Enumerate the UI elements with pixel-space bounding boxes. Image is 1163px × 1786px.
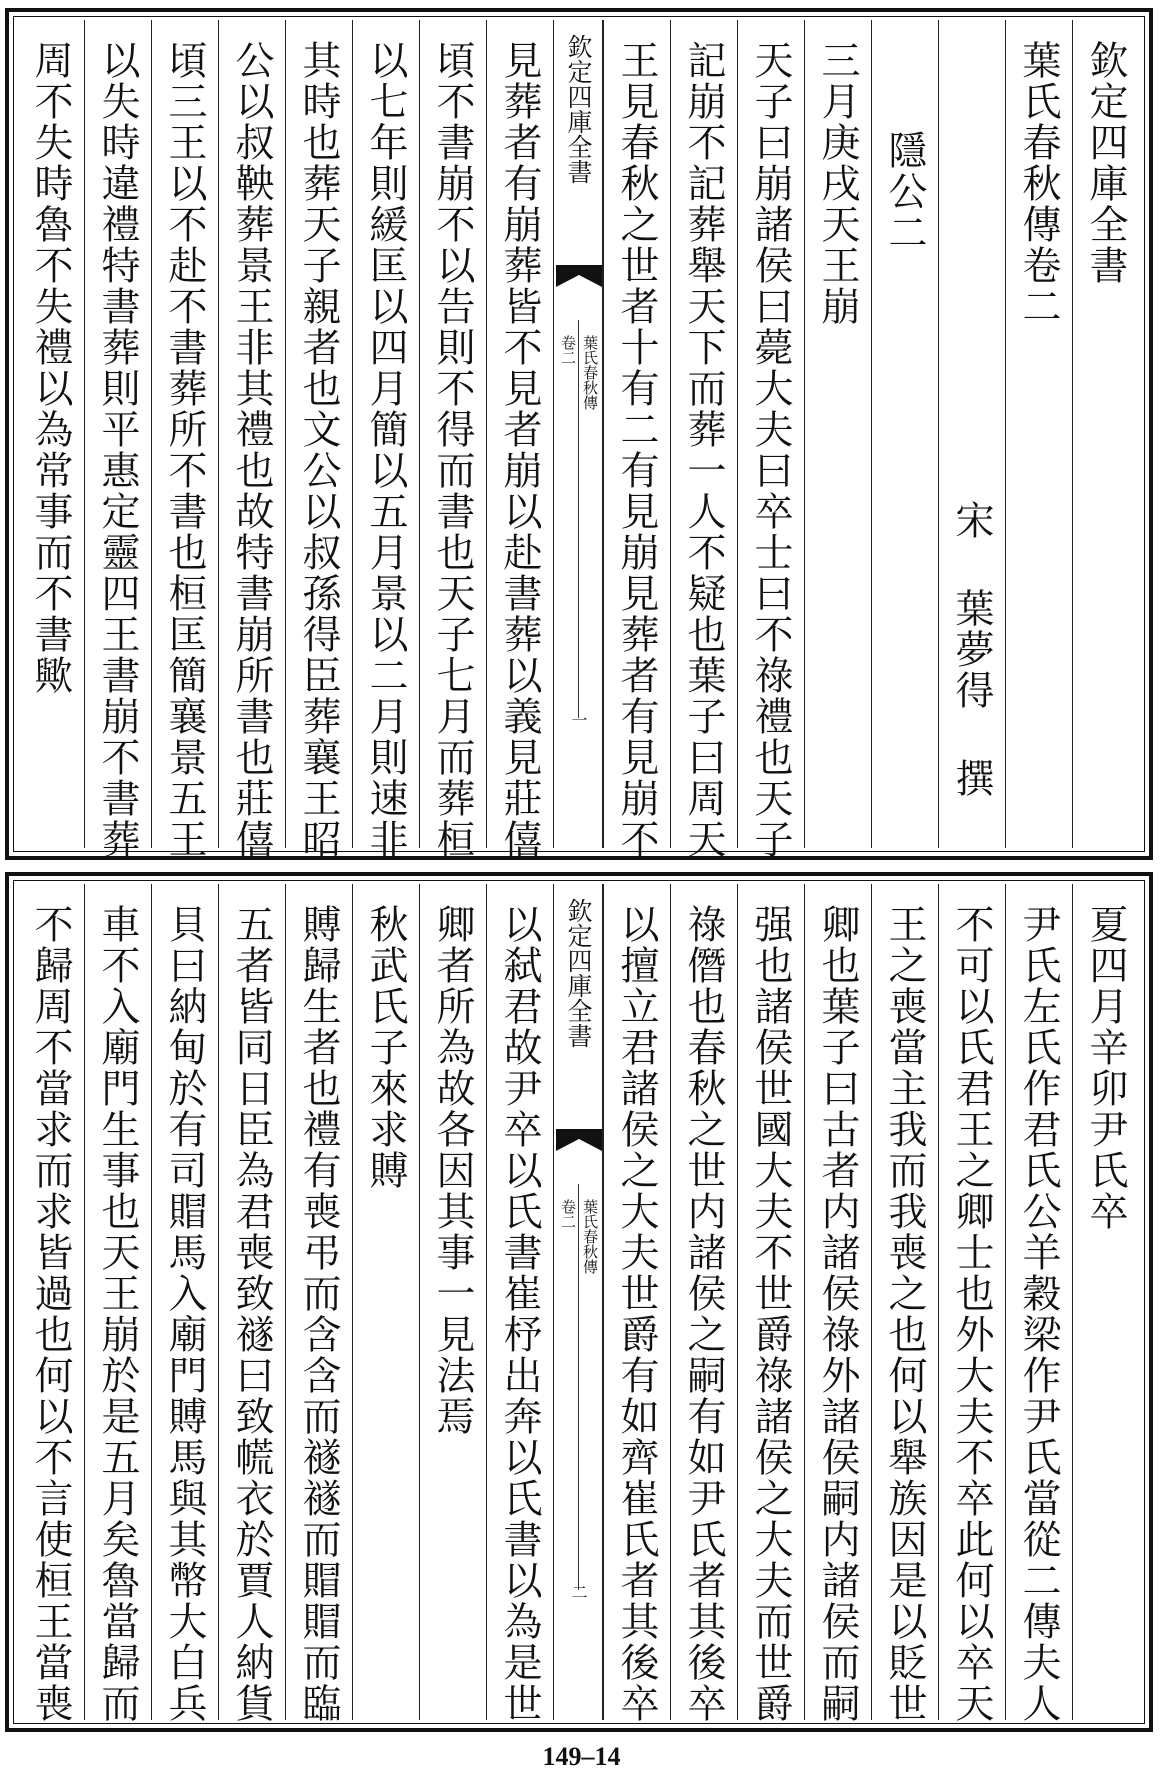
text-column — [603, 884, 670, 1724]
text-line: 不歸周不當求而求皆過也何以不言使桓王當喪 — [28, 904, 73, 1724]
text-line: 秋武氏子來求賻 — [363, 904, 408, 1191]
center-strip-title: 欽定四庫全書 — [564, 34, 593, 184]
text-column — [17, 884, 84, 1724]
text-line: 夏四月辛卯尹氏卒 — [1083, 904, 1128, 1232]
text-column — [352, 20, 419, 860]
center-strip-page: 二 — [569, 1584, 588, 1600]
chapter-heading: 隱公二 — [882, 130, 927, 253]
text-column — [737, 20, 804, 860]
text-line: 尹氏左氏作君氏公羊穀梁作尹氏當從二傳夫人 — [1016, 904, 1061, 1724]
text-column — [17, 20, 84, 848]
text-column — [419, 20, 486, 860]
text-line: 卿者所為故各因其事一見法焉 — [430, 904, 475, 1437]
text-column — [84, 884, 151, 1724]
text-column — [285, 884, 352, 1724]
text-line: 車不入廟門生事也天王崩於是五月矣魯當歸而 — [95, 904, 140, 1724]
text-line: 王見春秋之世者十有二有見崩見葬者有見崩不 — [614, 40, 659, 860]
text-column — [84, 20, 151, 860]
text-column — [486, 884, 553, 1724]
center-strip — [553, 20, 603, 848]
top-page — [5, 8, 1153, 860]
text-line: 以失時違禮特書葬則平惠定靈四王書崩不書葬 — [95, 40, 140, 860]
center-strip-volume: 卷二 — [559, 335, 577, 365]
author-line: 宋 葉夢得 撰 — [949, 500, 994, 799]
text-line: 頃不書崩不以告則不得而書也天子七月而葬桓 — [430, 40, 475, 860]
text-line: 其時也葬天子親者也文公以叔孫得臣葬襄王昭 — [296, 40, 341, 860]
text-line: 不可以氏君王之卿士也外大夫不卒此何以卒天 — [949, 904, 994, 1724]
text-line: 頃三王以不赴不書葬所不書也桓匡簡襄景五王 — [162, 40, 207, 860]
page-number: 149–14 — [542, 1742, 621, 1771]
text-column — [486, 20, 553, 860]
center-strip-volume: 卷二 — [559, 1199, 577, 1229]
center-strip — [553, 884, 603, 1720]
text-line: 記崩不記葬舉天下而葬一人不疑也葉子曰周天 — [681, 40, 726, 860]
text-line: 以弑君故尹卒以氏書崔杼出奔以氏書以為是世 — [497, 904, 542, 1724]
text-column — [218, 20, 285, 860]
text-column — [151, 20, 218, 860]
text-line: 卿也葉子曰古者内諸侯祿外諸侯嗣内諸侯而嗣 — [815, 904, 860, 1724]
text-column — [737, 884, 804, 1724]
text-line: 貝曰納甸於有司賵馬入廟門賻馬與其幣大白兵 — [162, 904, 207, 1724]
text-line: 天子曰崩諸侯曰薨大夫曰卒士曰不祿禮也天子 — [748, 40, 793, 860]
text-line: 祿僭也春秋之世内諸侯之嗣有如尹氏者其後卒 — [681, 904, 726, 1724]
text-column — [352, 884, 419, 1720]
top-page-columns — [19, 20, 1139, 860]
text-column — [871, 884, 938, 1724]
text-column — [938, 884, 1005, 1724]
center-strip-subtitle: 葉氏春秋傳 — [581, 1199, 599, 1274]
text-column — [151, 884, 218, 1724]
text-column — [419, 884, 486, 1720]
text-column — [1072, 884, 1139, 1720]
text-line: 周不失時魯不失禮以為常事而不書歟 — [28, 40, 73, 696]
title-column — [1005, 20, 1072, 848]
text-line: 以擅立君諸侯之大夫世爵有如齊崔氏者其後卒 — [614, 904, 659, 1724]
fish-tail-icon — [556, 1129, 602, 1151]
center-strip-page: 一 — [569, 712, 588, 728]
text-column — [804, 20, 871, 848]
text-line: 見葬者有崩葬皆不見者崩以赴書葬以義見莊僖 — [497, 40, 542, 860]
center-strip-subtitle: 葉氏春秋傳 — [581, 335, 599, 410]
header-column — [1072, 20, 1139, 848]
text-column — [218, 884, 285, 1724]
text-line: 五者皆同日臣為君喪致禭曰致㡛衣於賈人納貨 — [229, 904, 274, 1724]
text-column — [670, 20, 737, 860]
bottom-page-columns — [19, 884, 1139, 1724]
text-line: 王之喪當主我而我喪之也何以舉族因是以貶世 — [882, 904, 927, 1724]
text-column — [1005, 884, 1072, 1724]
center-strip-title: 欽定四庫全書 — [564, 898, 593, 1048]
text-line: 以七年則緩匡以四月簡以五月景以二月則速非 — [363, 40, 408, 860]
text-line: 三月庚戌天王崩 — [815, 40, 860, 327]
chapter-column — [871, 20, 938, 848]
author-column — [938, 20, 1005, 848]
book-title: 葉氏春秋傳卷二 — [1016, 40, 1061, 327]
text-line: 賻歸生者也禮有喪弔而含含而禭禭而賵賵而臨 — [296, 904, 341, 1724]
text-column — [804, 884, 871, 1724]
library-header: 欽定四庫全書 — [1083, 40, 1128, 286]
text-column — [285, 20, 352, 860]
fish-tail-icon — [556, 265, 602, 287]
bottom-page — [5, 872, 1153, 1732]
text-column — [670, 884, 737, 1724]
text-line: 公以叔鞅葬景王非其禮也故特書崩所書也莊僖 — [229, 40, 274, 860]
text-line: 强也諸侯世國大夫不世爵祿諸侯之大夫而世爵 — [748, 904, 793, 1724]
text-column — [603, 20, 670, 860]
